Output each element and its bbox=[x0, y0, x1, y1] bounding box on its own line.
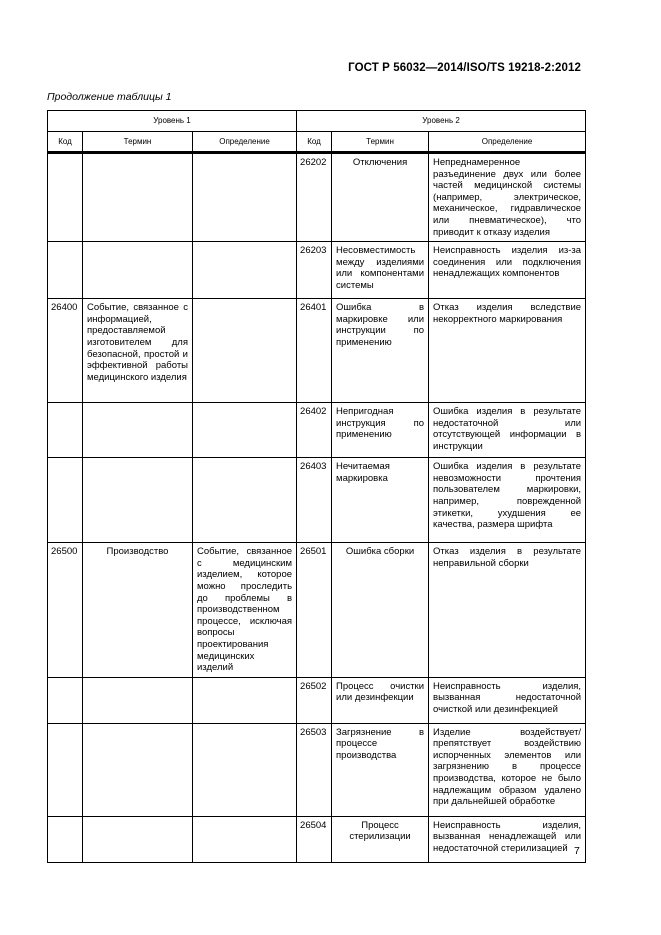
l1-definition-cell bbox=[193, 154, 297, 242]
l2-term-cell: Процесс стерилизации bbox=[332, 816, 429, 862]
l1-definition-cell bbox=[193, 723, 297, 816]
l1-code-cell bbox=[48, 154, 83, 242]
l1-definition-cell bbox=[193, 299, 297, 403]
l1-definition-cell bbox=[193, 242, 297, 299]
table-row bbox=[48, 723, 586, 816]
table-caption: Продолжение таблицы 1 bbox=[47, 91, 172, 103]
l1-term-cell bbox=[83, 403, 193, 458]
column-header: Определение bbox=[193, 132, 297, 153]
l1-term-cell bbox=[83, 723, 193, 816]
l2-definition-cell: Ошибка изделия в результате невозможности прочтения пользователем маркировки, например, поврежденной этикетки, ухудшения ее качества, размера шрифта bbox=[429, 458, 586, 543]
l1-term-cell: Событие, связанное с информацией, предоставляемой изготовителем для безопасной, простой и эффективной работы медицинского изделия bbox=[83, 299, 193, 403]
l1-definition-cell bbox=[193, 458, 297, 543]
l2-code-cell: 26501 bbox=[297, 543, 332, 678]
l2-definition-cell: Непреднамеренное разъединение двух или более частей медицинской системы (например, электрическое, механическое, гидравлическое или пневматическое), что приводит к отказу изделия bbox=[429, 154, 586, 242]
l1-code-cell bbox=[48, 242, 83, 299]
table-row bbox=[48, 816, 586, 862]
l2-definition-cell: Отказ изделия вследствие некорректного маркирования bbox=[429, 299, 586, 403]
l2-code-cell: 26202 bbox=[297, 154, 332, 242]
column-header: Термин bbox=[332, 132, 429, 153]
page-number: 7 bbox=[574, 845, 580, 857]
l2-term-cell: Ошибка сборки bbox=[332, 543, 429, 678]
l2-definition-cell: Ошибка изделия в результате недостаточной или отсутствующей информации в инструкции bbox=[429, 403, 586, 458]
l1-code-cell bbox=[48, 403, 83, 458]
l2-term-cell: Несовместимость между изделиями или компонентами системы bbox=[332, 242, 429, 299]
l1-code-cell bbox=[48, 723, 83, 816]
l1-definition-cell: Событие, связанное с медицинским изделием, которое можно проследить до проблемы в производственном процессе, исключая вопросы проектирования медицинских изделий bbox=[193, 543, 297, 678]
l1-term-cell bbox=[83, 242, 193, 299]
standard-designation: ГОСТ Р 56032—2014/ISO/TS 19218-2:2012 bbox=[348, 62, 581, 74]
l2-code-cell: 26504 bbox=[297, 816, 332, 862]
l1-code-cell bbox=[48, 458, 83, 543]
l1-term-cell bbox=[83, 154, 193, 242]
column-header: Термин bbox=[83, 132, 193, 153]
l2-term-cell: Загрязнение в процессе производства bbox=[332, 723, 429, 816]
l2-term-cell: Процесс очистки или дезинфекции bbox=[332, 677, 429, 723]
l1-term-cell bbox=[83, 816, 193, 862]
l1-code-cell bbox=[48, 816, 83, 862]
l2-code-cell: 26502 bbox=[297, 677, 332, 723]
table-row bbox=[48, 543, 586, 678]
l1-term-cell: Производство bbox=[83, 543, 193, 678]
l1-definition-cell bbox=[193, 677, 297, 723]
table-row bbox=[48, 458, 586, 543]
table-row bbox=[48, 242, 586, 299]
l1-definition-cell bbox=[193, 816, 297, 862]
l2-code-cell: 26402 bbox=[297, 403, 332, 458]
l1-definition-cell bbox=[193, 403, 297, 458]
table-row bbox=[48, 677, 586, 723]
l2-definition-cell: Отказ изделия в результате неправильной сборки bbox=[429, 543, 586, 678]
l1-code-cell: 26500 bbox=[48, 543, 83, 678]
l2-term-cell: Ошибка в маркировке или инструкции по применению bbox=[332, 299, 429, 403]
l1-term-cell bbox=[83, 677, 193, 723]
table-row bbox=[48, 299, 586, 403]
l2-code-cell: 26403 bbox=[297, 458, 332, 543]
column-header: Определение bbox=[429, 132, 586, 153]
l1-code-cell bbox=[48, 677, 83, 723]
table-row bbox=[48, 154, 586, 242]
terms-table bbox=[47, 110, 586, 863]
l2-term-cell: Непригодная инструкция по применению bbox=[332, 403, 429, 458]
l2-definition-cell: Неисправность изделия из-за соединения или подключения ненадлежащих компонентов bbox=[429, 242, 586, 299]
level2-header: Уровень 2 bbox=[297, 111, 586, 132]
level1-header: Уровень 1 bbox=[48, 111, 297, 132]
l2-term-cell: Нечитаемая маркировка bbox=[332, 458, 429, 543]
l1-code-cell: 26400 bbox=[48, 299, 83, 403]
l2-term-cell: Отключения bbox=[332, 154, 429, 242]
l2-definition-cell: Неисправность изделия, вызванная недостаточной очисткой или дезинфекцией bbox=[429, 677, 586, 723]
l1-term-cell bbox=[83, 458, 193, 543]
table-row bbox=[48, 403, 586, 458]
l2-definition-cell: Неисправность изделия, вызванная ненадлежащей или недостаточной стерилизацией bbox=[429, 816, 586, 862]
column-header: Код bbox=[48, 132, 83, 153]
l2-code-cell: 26401 bbox=[297, 299, 332, 403]
l2-code-cell: 26203 bbox=[297, 242, 332, 299]
l2-definition-cell: Изделие воздействует/препятствует воздействию испорченных элементов или загрязнению в процессе производства, которое не было надлежащим образом удалено при дальнейшей обработке bbox=[429, 723, 586, 816]
column-header: Код bbox=[297, 132, 332, 153]
l2-code-cell: 26503 bbox=[297, 723, 332, 816]
